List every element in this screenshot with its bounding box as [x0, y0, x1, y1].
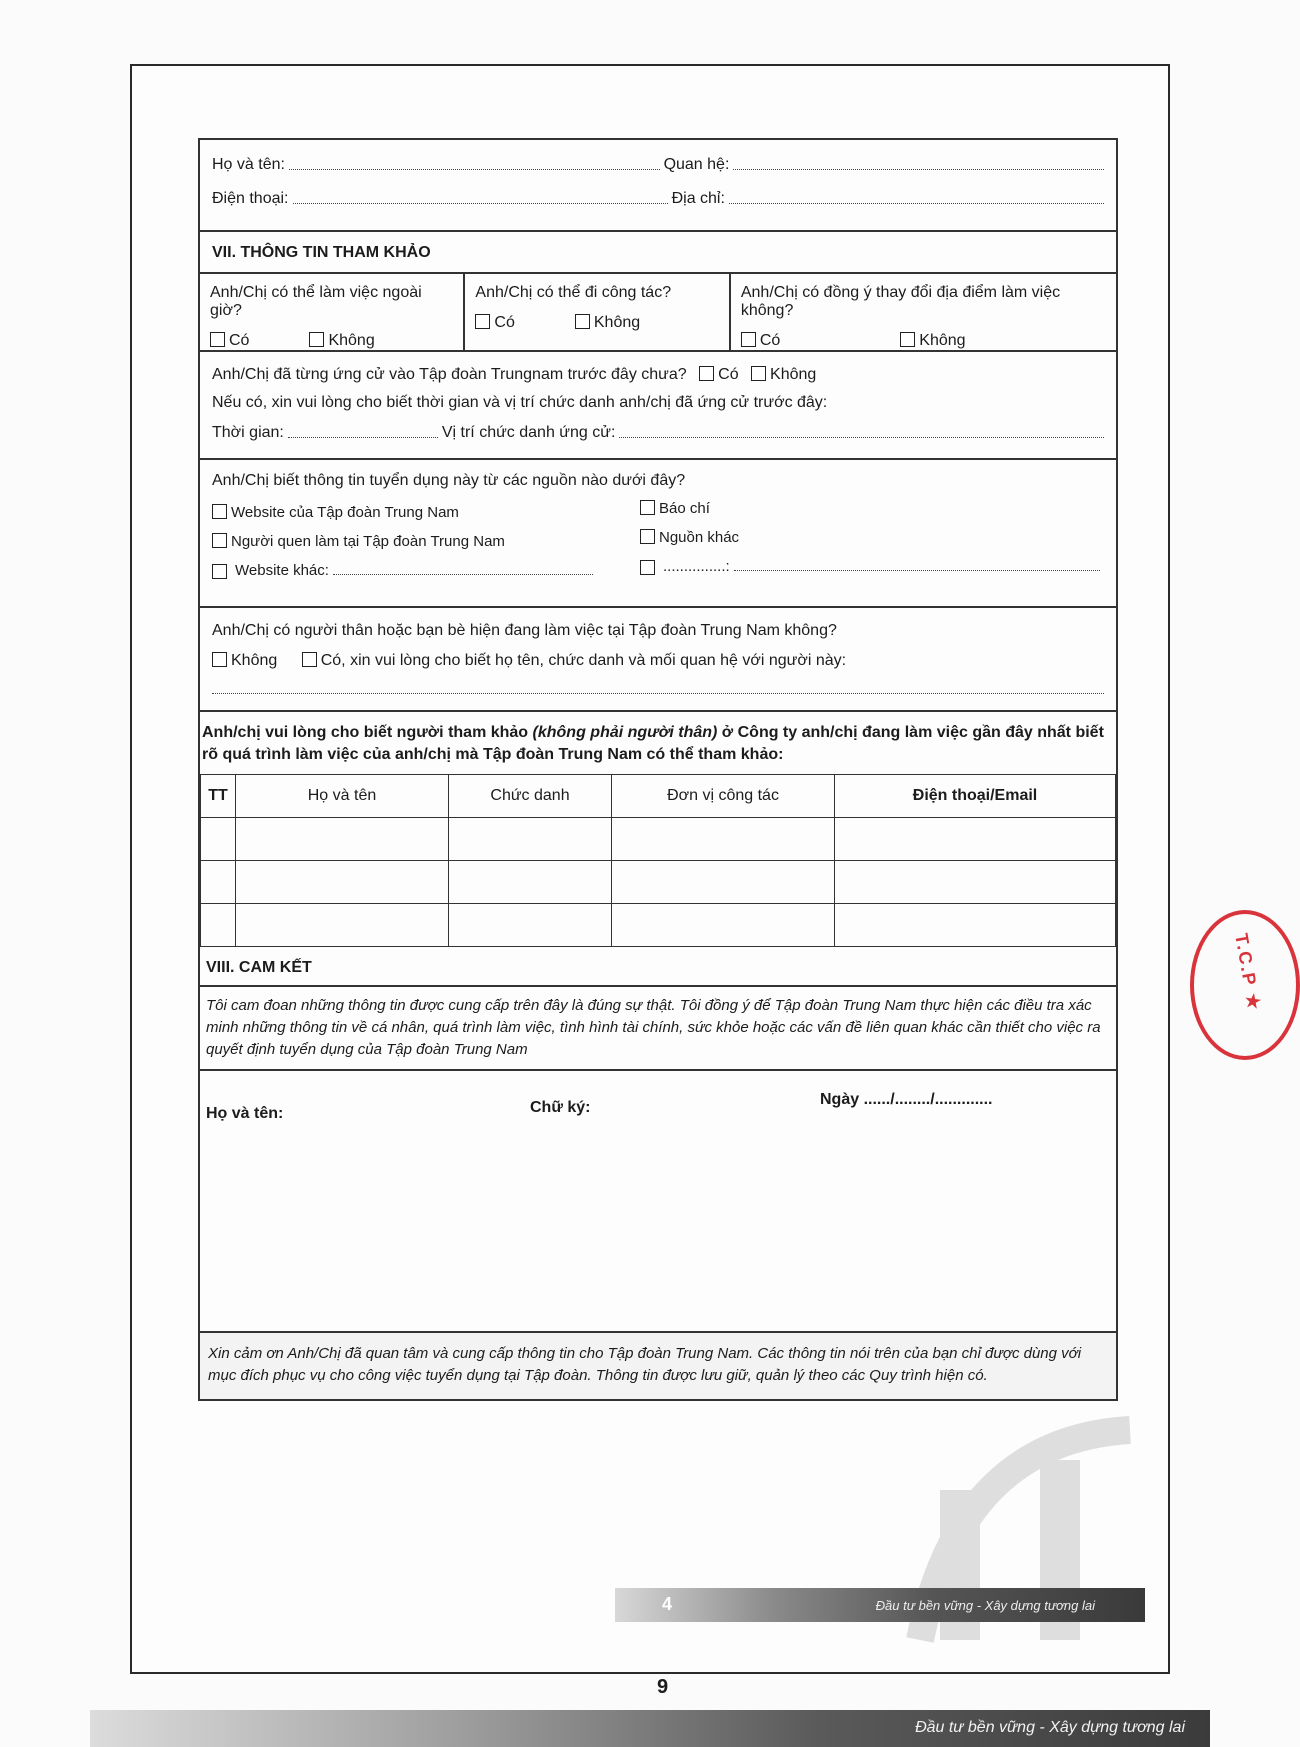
- source-blank-label: ...............:: [663, 558, 730, 575]
- applied-no-checkbox[interactable]: [751, 366, 766, 381]
- reference-table-header: [201, 775, 1116, 818]
- outer-page-number: 9: [657, 1676, 669, 1698]
- signature-date-label: Ngày ....../......../.............: [820, 1091, 993, 1108]
- source-other-website-checkbox[interactable]: [212, 564, 227, 579]
- relocate-yes-checkbox[interactable]: [741, 332, 756, 347]
- table-cell[interactable]: [201, 904, 236, 947]
- relocate-no-label: Không: [919, 332, 966, 349]
- applied-yes-checkbox[interactable]: [699, 366, 714, 381]
- signature-name-label: Họ và tên:: [206, 1105, 284, 1122]
- applied-no-label: Không: [770, 366, 817, 383]
- applied-note: Nếu có, xin vui lòng cho biết thời gian và vị trí chức danh anh/chị đã ứng cử trước đây:: [212, 394, 828, 411]
- availability-questions: [200, 274, 1116, 352]
- contact-section: [200, 140, 1116, 232]
- stamp-text: T.C.P ★: [1231, 931, 1265, 1013]
- contact-address-label: Địa chỉ:: [671, 190, 725, 207]
- table-cell[interactable]: [612, 861, 835, 904]
- table-row: [201, 904, 1116, 947]
- reference-intro: [200, 722, 1116, 774]
- table-cell[interactable]: [449, 861, 612, 904]
- company-stamp: [1190, 910, 1300, 1060]
- applied-question: Anh/Chị đã từng ứng cử vào Tập đoàn Trungnam trước đây chưa?: [212, 366, 687, 383]
- overtime-yes-checkbox[interactable]: [210, 332, 225, 347]
- relatives-details-field[interactable]: [212, 692, 1104, 694]
- overtime-label: Anh/Chị có thể làm việc ngoài giờ?: [210, 284, 422, 319]
- travel-no-label: Không: [593, 314, 641, 331]
- signature-label: Chữ ký:: [530, 1099, 591, 1116]
- table-cell[interactable]: [835, 818, 1116, 861]
- table-cell[interactable]: [236, 904, 449, 947]
- contact-name-label: Họ và tên:: [212, 156, 285, 173]
- relatives-question: Anh/Chị có người thân hoặc bạn bè hiện đang làm việc tại Tập đoàn Trung Nam không?: [212, 622, 837, 639]
- overtime-no-label: Không: [328, 332, 375, 349]
- source-blank-checkbox[interactable]: [640, 560, 655, 575]
- table-cell[interactable]: [201, 818, 236, 861]
- applied-time-label: Thời gian:: [212, 424, 284, 441]
- application-form: [198, 138, 1118, 1401]
- source-question: Anh/Chị biết thông tin tuyển dụng này từ các nguồn nào dưới đây?: [212, 472, 686, 489]
- col-contact: Điện thoại/Email: [835, 775, 1116, 818]
- table-cell[interactable]: [449, 904, 612, 947]
- reference-section: [200, 712, 1116, 947]
- table-row: [201, 861, 1116, 904]
- overtime-yes-label: Có: [229, 332, 250, 349]
- section8-title: VIII. CAM KẾT: [200, 947, 1116, 987]
- travel-question: [465, 274, 730, 350]
- signature-section: [200, 1071, 1116, 1333]
- relocate-no-checkbox[interactable]: [900, 332, 915, 347]
- travel-yes-label: Có: [494, 314, 515, 331]
- table-cell[interactable]: [236, 818, 449, 861]
- col-name: Họ và tên: [236, 775, 449, 818]
- travel-yes-checkbox[interactable]: [475, 314, 490, 329]
- source-press-label: Báo chí: [659, 500, 710, 517]
- source-website-checkbox[interactable]: [212, 504, 227, 519]
- source-blank-field[interactable]: [734, 569, 1100, 571]
- source-acquaintance-checkbox[interactable]: [212, 533, 227, 548]
- contact-phone-label: Điện thoại:: [212, 190, 289, 207]
- source-other-website-field[interactable]: [333, 573, 593, 575]
- relocate-yes-label: Có: [759, 332, 781, 349]
- table-cell[interactable]: [236, 861, 449, 904]
- contact-relation-field[interactable]: [733, 168, 1104, 170]
- contact-relation-label: Quan hệ:: [663, 156, 730, 173]
- contact-name-field[interactable]: [289, 168, 660, 170]
- reference-intro-text: Anh/chị vui lòng cho biết người tham khảo: [202, 724, 533, 741]
- outer-footer-bar: [90, 1710, 1210, 1747]
- source-other-label: Nguồn khác: [659, 529, 740, 546]
- commitment-statement: Tôi cam đoan những thông tin được cung cấp trên đây là đúng sự thật. Tôi đồng ý để Tập đoàn Trung Nam thực hiện các điều tra xác minh những thông tin về cá nhân, quá trình làm việc, tình hình tài chính, sức khỏe hoặc các vấn đề liên quan khác cần thiết cho việc ra quyết định tuyển dụng của Tập đoàn Trung Nam: [200, 987, 1116, 1071]
- relocate-question: [731, 274, 1116, 350]
- inner-footer-bar: [615, 1588, 1145, 1622]
- contact-phone-field[interactable]: [293, 202, 668, 204]
- previous-application-section: [200, 352, 1116, 460]
- applied-position-label: Vị trí chức danh ứng cử:: [441, 424, 616, 441]
- col-tt: TT: [201, 775, 236, 818]
- table-cell[interactable]: [201, 861, 236, 904]
- thanks-note: Xin cảm ơn Anh/Chị đã quan tâm và cung cấp thông tin cho Tập đoàn Trung Nam. Các thông tin nói trên của bạn chỉ được dùng với mục đích phục vụ cho công việc tuyển dụng tại Tập đoàn. Thông tin được lưu giữ, quản lý theo các Quy trình hiện có.: [200, 1333, 1116, 1401]
- source-press-checkbox[interactable]: [640, 500, 655, 515]
- inner-page-number: 4: [662, 1594, 673, 1614]
- table-cell[interactable]: [612, 904, 835, 947]
- reference-intro-note: (không phải người thân): [532, 724, 718, 741]
- relatives-no-label: Không: [231, 652, 278, 669]
- table-cell[interactable]: [835, 861, 1116, 904]
- overtime-question: [200, 274, 465, 350]
- relatives-section: [200, 608, 1116, 712]
- table-cell[interactable]: [835, 904, 1116, 947]
- section7-title: VII. THÔNG TIN THAM KHẢO: [200, 232, 1116, 274]
- relatives-yes-checkbox[interactable]: [302, 652, 317, 667]
- col-title: Chức danh: [449, 775, 612, 818]
- source-website-label: Website của Tập đoàn Trung Nam: [231, 504, 459, 521]
- source-other-checkbox[interactable]: [640, 529, 655, 544]
- applied-position-field[interactable]: [619, 436, 1104, 438]
- travel-no-checkbox[interactable]: [575, 314, 590, 329]
- table-cell[interactable]: [612, 818, 835, 861]
- source-acquaintance-label: Người quen làm tại Tập đoàn Trung Nam: [231, 533, 505, 550]
- source-other-website-label: Website khác:: [235, 562, 329, 579]
- applied-yes-label: Có: [718, 366, 739, 383]
- col-workplace: Đơn vị công tác: [612, 775, 835, 818]
- travel-label: Anh/Chị có thể đi công tác?: [475, 284, 672, 301]
- table-cell[interactable]: [449, 818, 612, 861]
- applied-time-field[interactable]: [288, 436, 438, 438]
- reference-intro-text-end: ở Công ty anh/chị đang làm việc gần đây nhất biết rõ quá trình làm việc của anh/chị mà Tập đoàn Trung Nam có thể tham khảo:: [202, 724, 1104, 763]
- table-row: [201, 818, 1116, 861]
- contact-address-field[interactable]: [729, 202, 1104, 204]
- outer-footer-slogan: Đầu tư bền vững - Xây dựng tương lai: [915, 1719, 1185, 1736]
- relatives-yes-label: Có, xin vui lòng cho biết họ tên, chức danh và mối quan hệ với người này:: [320, 652, 847, 669]
- overtime-no-checkbox[interactable]: [309, 332, 324, 347]
- source-section: [200, 460, 1116, 608]
- relatives-no-checkbox[interactable]: [212, 652, 227, 667]
- reference-table: [200, 774, 1116, 947]
- relocate-label: Anh/Chị có đồng ý thay đổi địa điểm làm việc không?: [740, 284, 1061, 319]
- inner-footer-slogan: Đầu tư bền vững - Xây dựng tương lai: [875, 1598, 1095, 1613]
